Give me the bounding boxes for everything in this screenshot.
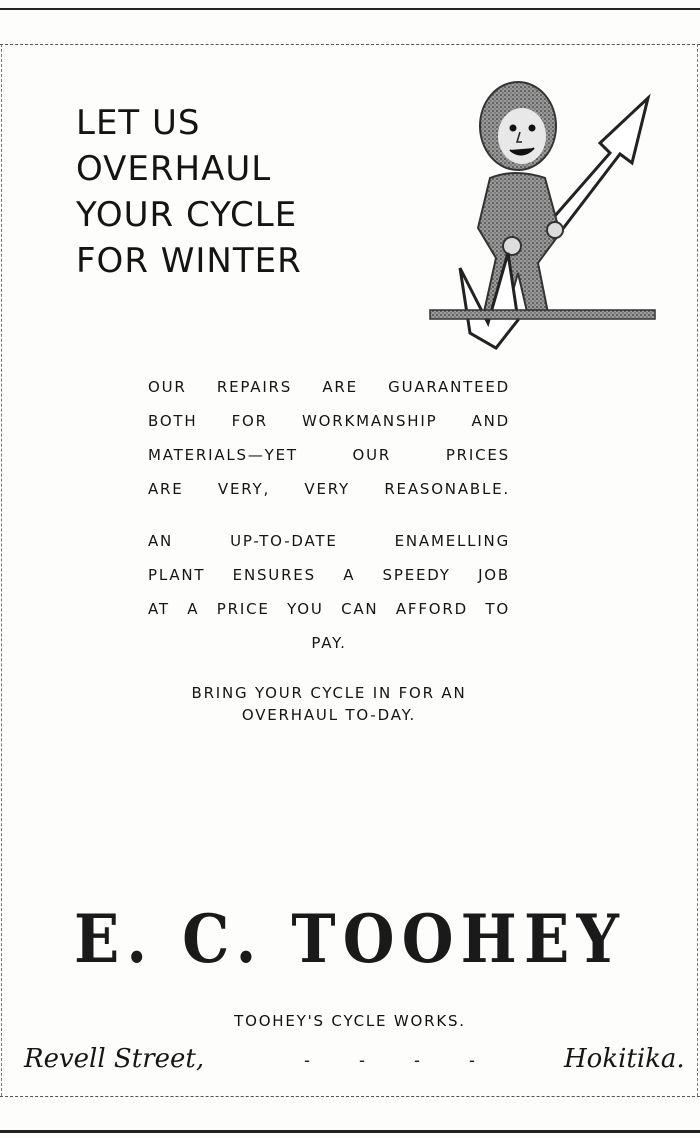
- bottom-border-rule: [0, 1130, 700, 1133]
- body-line: MATERIALS—YET OUR PRICES: [148, 446, 510, 464]
- headline-line: FOR WINTER: [76, 241, 302, 281]
- call-to-action-line: BRING YOUR CYCLE IN FOR AN: [191, 684, 467, 702]
- left-border-rule: [1, 44, 2, 1096]
- body-line: ARE VERY, VERY REASONABLE.: [148, 480, 510, 498]
- body-copy: [148, 370, 510, 726]
- headline-line: YOUR CYCLE: [76, 195, 298, 235]
- headline: [76, 100, 376, 284]
- town-name: Hokitika.: [564, 1044, 685, 1074]
- address-separator: - - - -: [304, 1050, 497, 1070]
- body-line: AT A PRICE YOU CAN AFFORD TO: [148, 600, 510, 618]
- body-line: OUR REPAIRS ARE GUARANTEED: [148, 378, 510, 396]
- body-line: AN UP-TO-DATE ENAMELLING: [148, 532, 510, 550]
- body-line: PAY.: [311, 634, 347, 652]
- headline-line: OVERHAUL: [76, 149, 272, 189]
- body-line: BOTH FOR WORKMANSHIP AND: [148, 412, 510, 430]
- street-address: Revell Street,: [24, 1044, 205, 1074]
- business-name: E. C. TOOHEY: [73, 900, 627, 978]
- bottom-inner-rule: [0, 1096, 700, 1097]
- body-line: PLANT ENSURES A SPEEDY JOB: [148, 566, 510, 584]
- top-inner-rule: [0, 44, 700, 45]
- call-to-action-line: OVERHAUL TO-DAY.: [241, 706, 417, 724]
- headline-line: LET US: [76, 103, 201, 143]
- cartoon-man-with-arrow-icon: [420, 58, 670, 358]
- top-border-rule: [0, 8, 700, 10]
- right-border-rule: [697, 44, 698, 1096]
- works-name: TOOHEY'S CYCLE WORKS.: [234, 1012, 466, 1030]
